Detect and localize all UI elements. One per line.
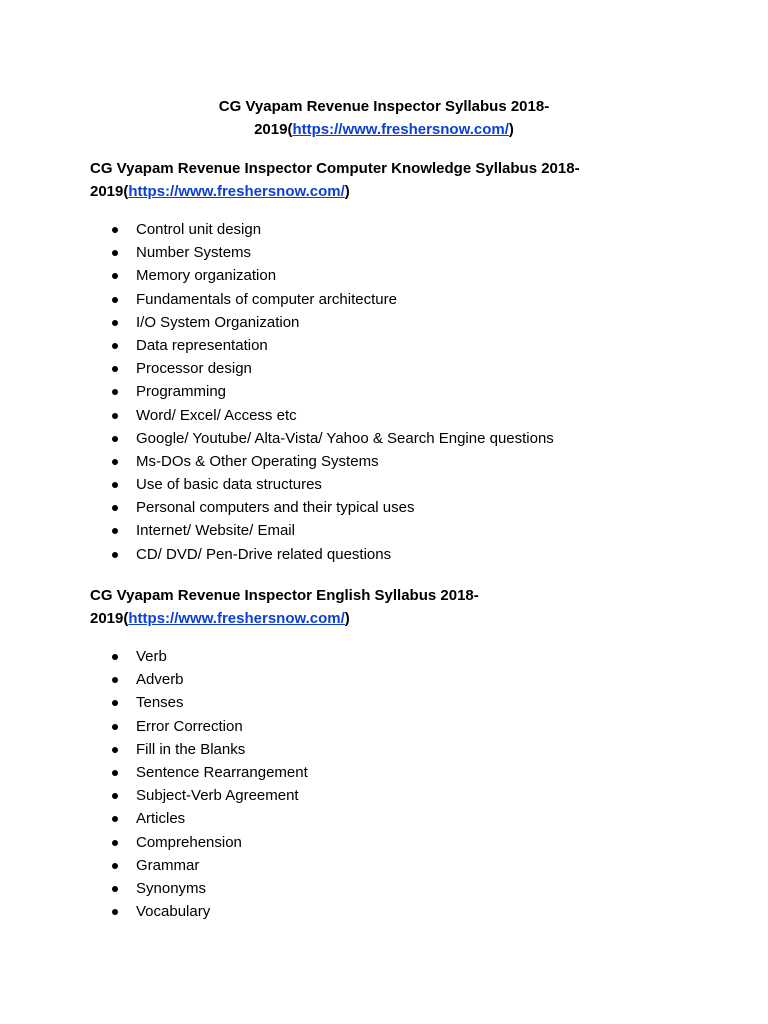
list-item [108, 450, 554, 473]
title-text-line2: 2019( [254, 121, 293, 138]
bullet-icon [112, 654, 118, 660]
bullet-icon [112, 724, 118, 730]
list-item-text: Processor design [136, 360, 252, 378]
list-item-text: Fill in the Blanks [136, 740, 246, 758]
bullet-icon [112, 505, 118, 511]
bullet-icon [112, 273, 118, 279]
computer-knowledge-topic-list [108, 218, 554, 566]
document-title [150, 95, 618, 141]
list-item [108, 404, 554, 427]
list-item-text: Personal computers and their typical uses [136, 499, 415, 517]
list-item [108, 241, 554, 264]
list-item-text: Use of basic data structures [136, 476, 322, 494]
bullet-icon [112, 552, 118, 558]
bullet-icon [112, 770, 118, 776]
bullet-icon [112, 227, 118, 233]
list-item-text: CD/ DVD/ Pen-Drive related questions [136, 545, 392, 563]
computer-knowledge-heading [90, 157, 630, 203]
list-item-text: Grammar [136, 856, 200, 874]
list-item-text: Memory organization [136, 267, 277, 285]
list-item [108, 831, 308, 854]
list-item [108, 334, 554, 357]
english-topic-list [108, 645, 308, 923]
bullet-icon [112, 840, 118, 846]
list-item-text: Sentence Rearrangement [136, 763, 308, 781]
list-item-text: Error Correction [136, 717, 243, 735]
title-text: CG Vyapam Revenue Inspector Syllabus 2018- [218, 98, 550, 115]
bullet-icon [112, 413, 118, 419]
list-item [108, 473, 554, 496]
bullet-icon [112, 297, 118, 303]
list-item [108, 807, 308, 830]
heading-text-line2: 2019( [90, 610, 129, 627]
list-item [108, 543, 554, 566]
list-item [108, 668, 308, 691]
list-item [108, 645, 308, 668]
bullet-icon [112, 677, 118, 683]
list-item-text: Synonyms [136, 879, 207, 897]
heading-close-paren: ) [344, 183, 350, 200]
list-item-text: I/O System Organization [136, 313, 300, 331]
bullet-icon [112, 320, 118, 326]
list-item-text: Comprehension [136, 833, 242, 851]
list-item [108, 357, 554, 380]
list-item [108, 854, 308, 877]
list-item [108, 496, 554, 519]
bullet-icon [112, 793, 118, 799]
list-item [108, 715, 308, 738]
list-item-text: Programming [136, 383, 227, 401]
bullet-icon [112, 366, 118, 372]
list-item-text: Subject-Verb Agreement [136, 787, 299, 805]
list-item-text: Tenses [136, 694, 184, 712]
bullet-icon [112, 482, 118, 488]
list-item-text: Google/ Youtube/ Alta-Vista/ Yahoo & Search Engine questions [136, 429, 554, 447]
heading-close-paren: ) [344, 610, 350, 627]
list-item [108, 761, 308, 784]
heading-text: CG Vyapam Revenue Inspector Computer Knowledge Syllabus 2018- [90, 160, 580, 177]
list-item-text: Ms-DOs & Other Operating Systems [136, 452, 379, 470]
list-item [108, 380, 554, 403]
bullet-icon [112, 863, 118, 869]
english-link[interactable]: https://www.freshersnow.com/ [128, 610, 345, 627]
list-item [108, 784, 308, 807]
list-item [108, 427, 554, 450]
list-item [108, 691, 308, 714]
heading-text: CG Vyapam Revenue Inspector English Syllabus 2018- [90, 587, 479, 604]
bullet-icon [112, 343, 118, 349]
list-item-text: Internet/ Website/ Email [136, 522, 295, 540]
list-item-text: Adverb [136, 671, 184, 689]
list-item [108, 264, 554, 287]
computer-knowledge-link[interactable]: https://www.freshersnow.com/ [128, 183, 345, 200]
list-item-text: Articles [136, 810, 186, 828]
list-item [108, 738, 308, 761]
bullet-icon [112, 250, 118, 256]
list-item-text: Data representation [136, 336, 268, 354]
bullet-icon [112, 436, 118, 442]
list-item [108, 877, 308, 900]
list-item-text: Number Systems [136, 244, 252, 262]
list-item-text: Word/ Excel/ Access etc [136, 406, 297, 424]
bullet-icon [112, 700, 118, 706]
bullet-icon [112, 909, 118, 915]
bullet-icon [112, 528, 118, 534]
list-item [108, 218, 554, 241]
heading-text-line2: 2019( [90, 183, 129, 200]
list-item [108, 519, 554, 542]
title-close-paren: ) [508, 121, 514, 138]
list-item-text: Vocabulary [136, 903, 211, 921]
list-item [108, 900, 308, 923]
bullet-icon [112, 459, 118, 465]
title-link[interactable]: https://www.freshersnow.com/ [292, 121, 509, 138]
bullet-icon [112, 389, 118, 395]
list-item-text: Control unit design [136, 221, 262, 238]
bullet-icon [112, 747, 118, 753]
bullet-icon [112, 886, 118, 892]
list-item [108, 288, 554, 311]
bullet-icon [112, 816, 118, 822]
list-item-text: Verb [136, 648, 167, 665]
list-item [108, 311, 554, 334]
english-heading [90, 584, 630, 630]
list-item-text: Fundamentals of computer architecture [136, 290, 397, 308]
